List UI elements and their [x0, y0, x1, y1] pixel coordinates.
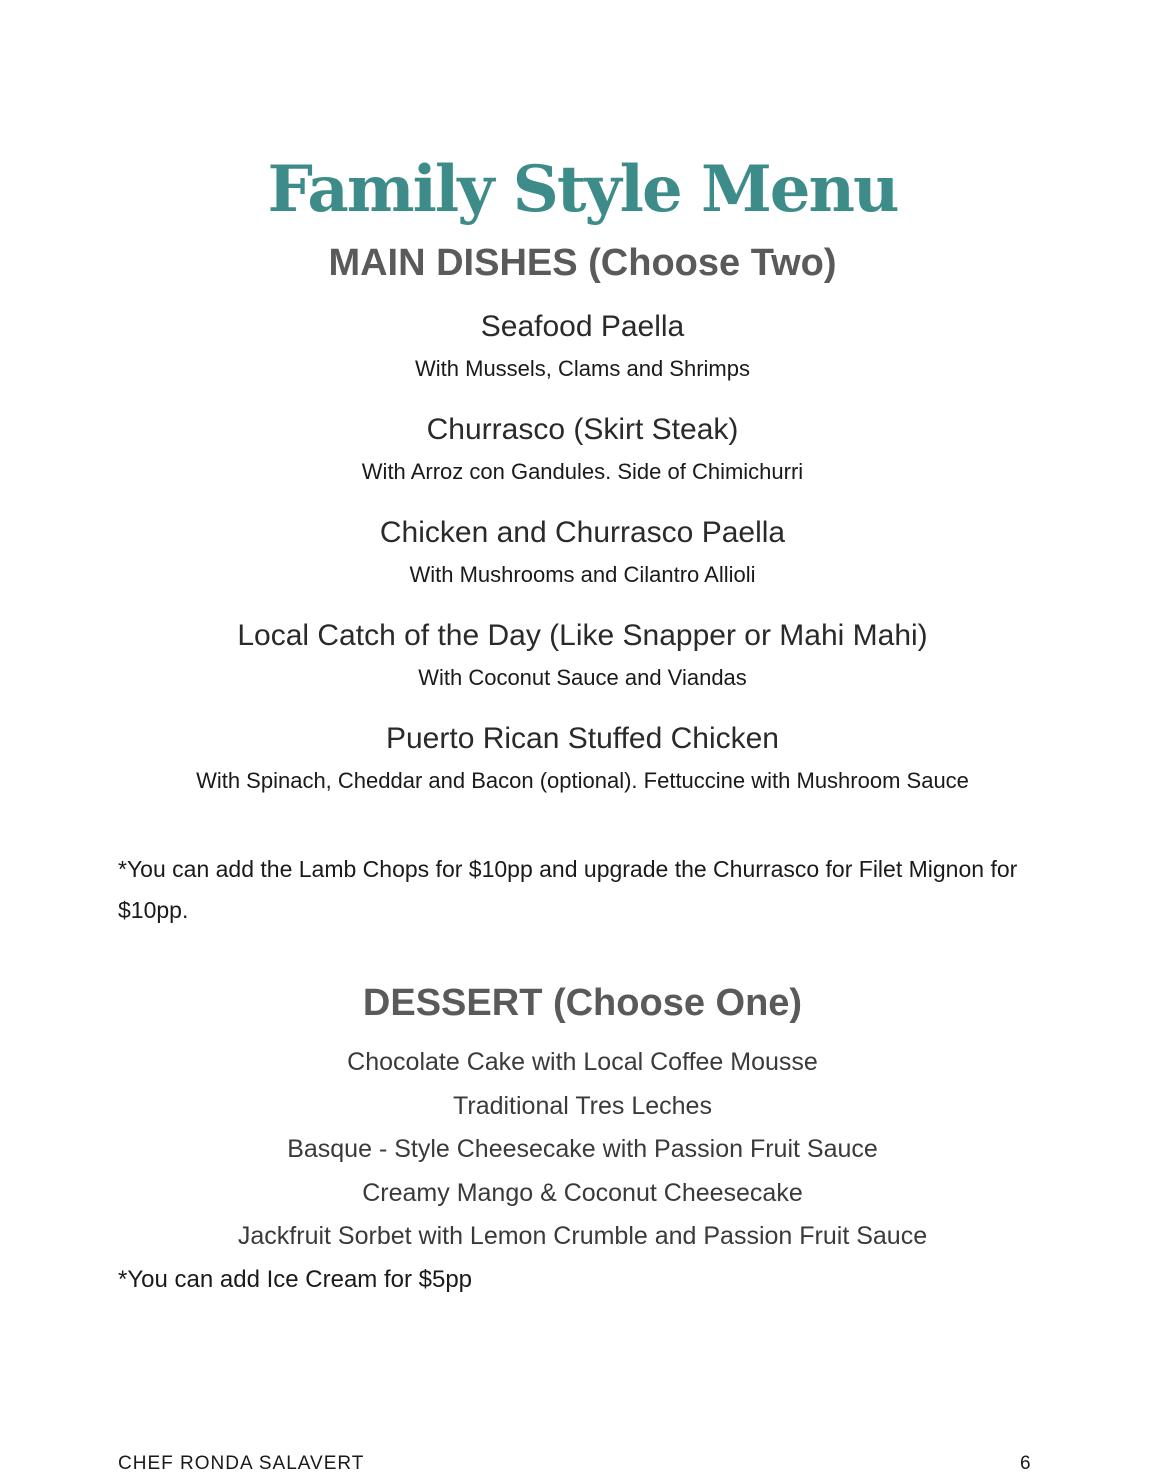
dish-item [0, 408, 1165, 511]
dish-item [0, 305, 1165, 408]
dish-item [0, 614, 1165, 717]
dish-description: With Mussels, Clams and Shrimps [415, 356, 750, 381]
dessert-list [0, 1041, 1165, 1259]
dish-item [0, 511, 1165, 614]
dessert-item: Creamy Mango & Coconut Cheesecake [362, 1178, 803, 1207]
page-title: Family Style Menu [267, 152, 898, 227]
dish-description: With Spinach, Cheddar and Bacon (optional). Fettuccine with Mushroom Sauce [196, 768, 969, 793]
main-dishes-note: *You can add the Lamb Chops for $10pp and upgrade the Churrasco for Filet Mignon for $10pp. [118, 856, 1018, 923]
dessert-item: Basque - Style Cheesecake with Passion Fruit Sauce [287, 1135, 878, 1163]
dish-description: With Coconut Sauce and Viandas [418, 665, 747, 690]
dish-name: Puerto Rican Stuffed Chicken [385, 722, 779, 755]
dish-name: Churrasco (Skirt Steak) [426, 413, 739, 446]
footer-author: CHEF RONDA SALAVERT [118, 1453, 365, 1474]
dish-description: With Mushrooms and Cilantro Allioli [409, 562, 756, 587]
dessert-note: *You can add Ice Cream for $5pp [118, 1266, 473, 1293]
dish-name: Chicken and Churrasco Paella [379, 516, 786, 549]
main-dishes-list [0, 305, 1165, 820]
dish-name: Seafood Paella [480, 310, 685, 343]
page-number: 6 [1020, 1453, 1031, 1474]
main-dishes-heading: MAIN DISHES (Choose Two) [328, 242, 837, 284]
dish-name: Local Catch of the Day (Like Snapper or Mahi Mahi) [237, 619, 928, 652]
dish-description: With Arroz con Gandules. Side of Chimichurri [361, 459, 804, 484]
dessert-item: Chocolate Cake with Local Coffee Mousse [347, 1048, 818, 1076]
dessert-item: Traditional Tres Leches [453, 1091, 712, 1120]
dish-item [0, 717, 1165, 820]
dessert-item: Jackfruit Sorbet with Lemon Crumble and Passion Fruit Sauce [237, 1222, 928, 1250]
dessert-heading: DESSERT (Choose One) [362, 982, 803, 1024]
